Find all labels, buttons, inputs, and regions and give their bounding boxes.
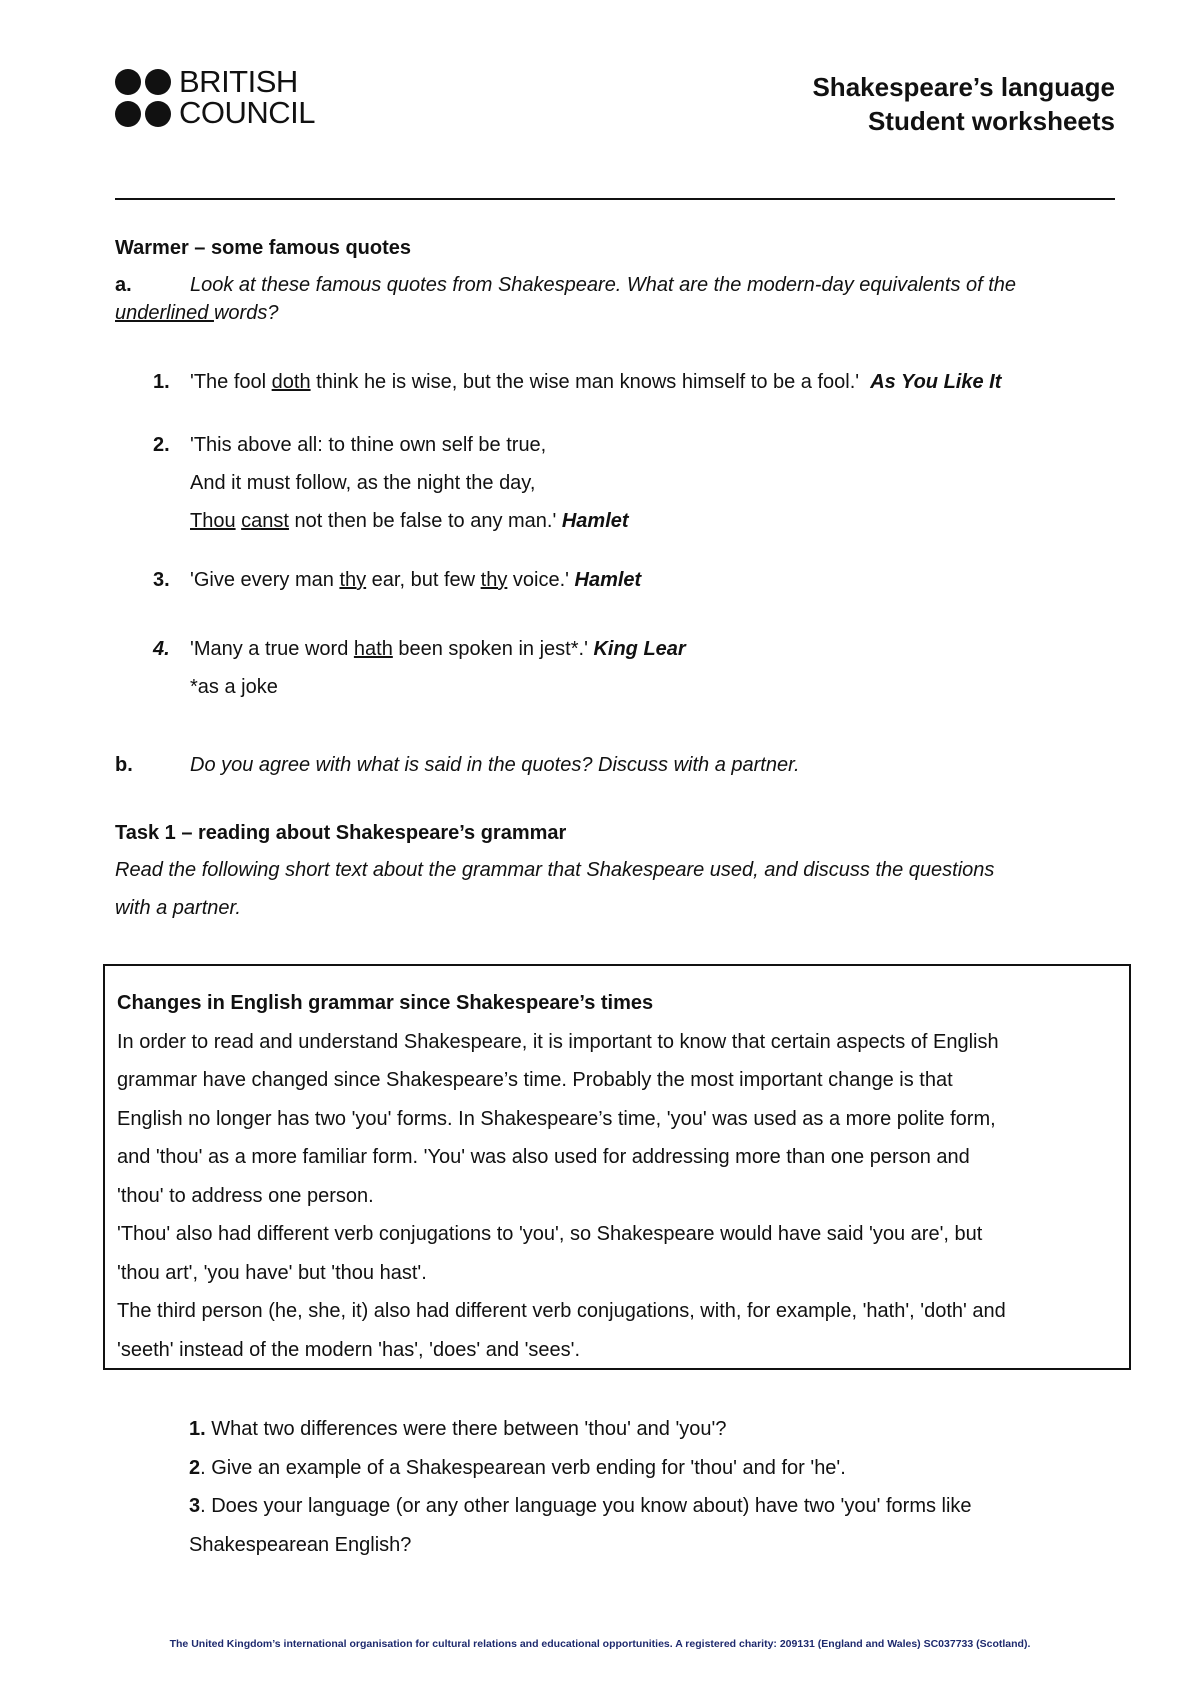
discussion-questions xyxy=(189,1410,972,1564)
box-title: Changes in English grammar since Shakespeare’s times xyxy=(117,992,654,1014)
box-line: In order to read and understand Shakespeare, it is important to know that certain aspects of English xyxy=(117,1030,999,1053)
box-line: 'thou art', 'you have' but 'thou hast'. xyxy=(117,1261,427,1284)
grammar-text-box xyxy=(103,964,1131,1370)
box-line: The third person (he, she, it) also had different verb conjugations, with, for example, 'hath', 'doth' and xyxy=(117,1300,1006,1322)
play-title: Hamlet xyxy=(561,510,629,532)
box-line: and 'thou' as a more familiar form. 'You' was also used for addressing more than one person and xyxy=(117,1146,970,1168)
logo-dots-icon xyxy=(115,69,171,127)
british-council-logo xyxy=(115,66,315,128)
question-item: 2. Give an example of a Shakespearean verb ending for 'thou' and for 'he'. xyxy=(189,1456,846,1479)
quote-item: 3. 'Give every man thy ear, but few thy voice.' Hamlet xyxy=(153,569,642,591)
play-title: As You Like It xyxy=(870,371,1002,393)
warmer-instruction-b: b. Do you agree with what is said in the quotes? Discuss with a partner. xyxy=(115,754,800,776)
warmer-instruction-a: a. Look at these famous quotes from Shakespeare. What are the modern-day equivalents of the xyxy=(115,274,1017,296)
play-title: Hamlet xyxy=(574,569,642,591)
footnote: *as a joke xyxy=(190,676,278,698)
box-line: 'seeth' instead of the modern 'has', 'does' and 'sees'. xyxy=(117,1338,581,1361)
worksheet-body xyxy=(115,234,1115,927)
task1-instruction: Read the following short text about the grammar that Shakespeare used, and discuss the questions with a partner. xyxy=(115,859,995,919)
warmer-heading: Warmer – some famous quotes xyxy=(115,237,412,259)
document-title: Shakespeare’s language Student worksheets xyxy=(812,72,1115,136)
quote-item: 1. 'The fool doth think he is wise, but the wise man knows himself to be a fool.' As You Like It xyxy=(153,371,1002,393)
quote-item: 4. 'Many a true word hath been spoken in jest*.' King Lear *as a joke xyxy=(153,630,1115,706)
warmer-instruction-a-cont: underlined words? xyxy=(115,302,279,324)
question-item: 1. What two differences were there between 'thou' and 'you'? xyxy=(189,1418,727,1440)
box-line: 'Thou' also had different verb conjugations to 'you', so Shakespeare would have said 'you are', but xyxy=(117,1223,983,1245)
task1-heading: Task 1 – reading about Shakespeare’s grammar xyxy=(115,822,567,844)
box-line: English no longer has two 'you' forms. In Shakespeare’s time, 'you' was used as a more polite form, xyxy=(117,1107,996,1130)
play-title: King Lear xyxy=(593,638,686,660)
box-line: 'thou' to address one person. xyxy=(117,1184,374,1207)
logo-wordmark: BRITISH COUNCIL xyxy=(179,64,316,130)
footer-charity-note: The United Kingdom’s international organisation for cultural relations and educational opportunities. A registered charity: 209131 (England and Wales) SC037733 (Scotland). xyxy=(169,1638,1031,1650)
header-divider xyxy=(115,198,1115,200)
quote-list xyxy=(153,368,1115,706)
question-item-cont: Shakespearean English? xyxy=(189,1533,412,1556)
box-line: grammar have changed since Shakespeare’s time. Probably the most important change is that xyxy=(117,1069,953,1091)
question-item: 3. Does your language (or any other language you know about) have two 'you' forms like xyxy=(189,1495,972,1517)
quote-item: 2. 'This above all: to thine own self be true, And it must follow, as the night the day, Thou canst not then be false to any man.' Hamlet xyxy=(153,434,629,532)
